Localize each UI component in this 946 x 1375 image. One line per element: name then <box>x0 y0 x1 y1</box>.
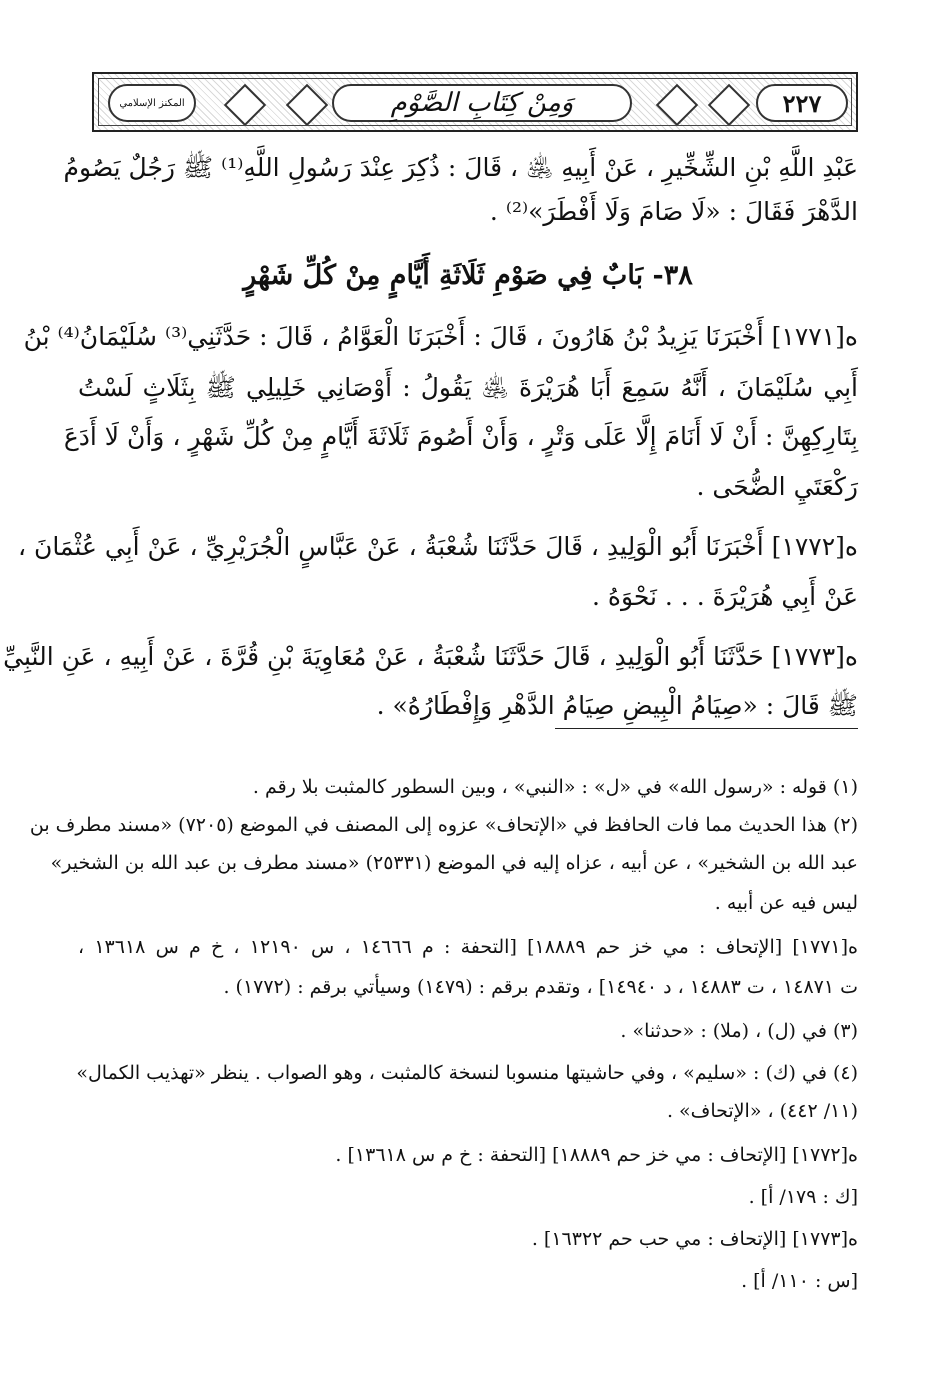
hadith-1771-line: بِتَارِكِهِنَّ : أَنْ لَا أَنَامَ إِلَّا عَلَى وَتْرٍ ، وَأَنْ أَصُومَ ثَلَاثَةَ أَيَّامٍ مِنْ كُلِّ شَهْرٍ ، وَأَنْ لَا أَدَعَ <box>63 422 858 451</box>
footnote-line: (١١/ ٤٤٢) ، «الإتحاف» . <box>666 1100 858 1122</box>
footnote-line: [س : ١١٠/ أ] . <box>741 1270 858 1292</box>
hadith-1773-line: ﷺ قَالَ : «صِيَامُ الْبِيضِ صِيَامُ الدَّهْرِ وَإِفْطَارُهُ» . <box>376 691 858 720</box>
footnote-line: (٢) هذا الحديث مما فات الحافظ في «الإتحاف» عزوه إلى المصنف في الموضع (٧٢٠٥) «مسند مطرف بن <box>29 814 858 836</box>
footnote-line: (٤) في (ك) : «سليم» ، وفي حاشيتها منسوبا لنسخة كالمثبت ، وهو الصواب . ينظر «تهذيب الكمال» <box>76 1062 858 1084</box>
ornament-knot-icon <box>224 84 266 126</box>
footnote-line: ت ١٤٨٧١ ، ت ١٤٨٨٣ ، د ١٤٩٤٠] ، وتقدم برقم : (١٤٧٩) وسيأتي برقم : (١٧٧٢) . <box>223 976 858 998</box>
footnote-line: ه[١٧٧٣] [الإتحاف : مي حب حم ١٦٣٢٢] . <box>531 1228 858 1250</box>
footnote-line: (٣) في (ل) ، (ملا) : «حدثنا» . <box>620 1020 858 1042</box>
page-number: ٢٢٧ <box>756 84 848 122</box>
footnote-line: ه[١٧٧٢] [الإتحاف : مي خز حم ١٨٨٨٩] [التحفة : خ م س ١٣٦١٨] . <box>335 1144 858 1166</box>
ornament-knot-icon <box>708 84 750 126</box>
hadith-1771-line: أَبِي سُلَيْمَانَ ، أَنَّهُ سَمِعَ أَبَا هُرَيْرَةَ ﵁ يَقُولُ : أَوْصَانِي خَلِيلِي ﷺ بِثَلَاثٍ لَسْتُ <box>78 373 858 402</box>
footnote-line: [ك : ١٧٩/ أ] . <box>748 1186 858 1208</box>
footnote-line: عبد الله بن الشخير» ، عن أبيه ، عزاه إليه في الموضع (٢٥٣٣١) «مسند مطرف بن عبد الله بن الشخير» <box>50 852 858 874</box>
hadith-1773-line: ه[١٧٧٣] حَدَّثَنَا أَبُو الْوَلِيدِ ، قَالَ حَدَّثَنَا شُعْبَةُ ، عَنْ مُعَاوِيَةَ بْنِ قُرَّةَ ، عَنْ أَبِيهِ ، عَنِ النَّبِيِّ <box>3 642 858 671</box>
ornament-knot-icon <box>656 84 698 126</box>
hadith-1772-line: ه[١٧٧٢] أَخْبَرَنَا أَبُو الْوَلِيدِ ، قَالَ حَدَّثَنَا شُعْبَةُ ، عَنْ عَبَّاسٍ الْجُرَيْرِيِّ ، عَنْ أَبِي عُثْمَانَ ، <box>18 532 858 561</box>
body-line: عَبْدِ اللَّهِ بْنِ الشِّخِّيرِ ، عَنْ أَبِيهِ ﵁ ، قَالَ : ذُكِرَ عِنْدَ رَسُولِ اللَّهِ⁽¹⁾ ﷺ رَجُلٌ يَصُومُ <box>63 153 858 182</box>
hadith-1772-line: عَنْ أَبِي هُرَيْرَةَ . . . نَحْوَهُ . <box>591 582 858 611</box>
chapter-title: وَمِنْ كِتَابِ الصَّوْمِ <box>332 84 632 122</box>
publisher-logo: المكنز الإسلامي <box>108 84 196 122</box>
footnote-line: (١) قوله : «رسول الله» في «ل» : «النبي» ، وبين السطور كالمثبت بلا رقم . <box>252 776 858 798</box>
running-header <box>92 72 858 132</box>
footnote-line: ه[١٧٧١] [الإتحاف : مي خز حم ١٨٨٨٩] [التحفة : م ١٤٦٦٦ ، س ١٢١٩٠ ، خ م س ١٣٦١٨ ، <box>78 936 858 958</box>
body-line: الدَّهْرَ فَقَالَ : «لَا صَامَ وَلَا أَفْطَرَ»⁽²⁾ . <box>489 197 858 226</box>
ornament-knot-icon <box>286 84 328 126</box>
chapter-heading: ٣٨- بَابٌ فِي صَوْمِ ثَلَاثَةِ أَيَّامٍ مِنْ كُلِّ شَهْرٍ <box>243 260 693 291</box>
footnote-line: ليس فيه عن أبيه . <box>714 892 858 914</box>
footnote-divider <box>555 728 858 729</box>
hadith-1771-line: ه[١٧٧١] أَخْبَرَنَا يَزِيدُ بْنُ هَارُونَ ، قَالَ : أَخْبَرَنَا الْعَوَّامُ ، قَالَ : حَدَّثَنِي⁽³⁾ سُلَيْمَانُ⁽⁴⁾ بْنُ <box>23 322 858 351</box>
hadith-1771-line: رَكْعَتَيِ الضُّحَى . <box>696 472 858 501</box>
